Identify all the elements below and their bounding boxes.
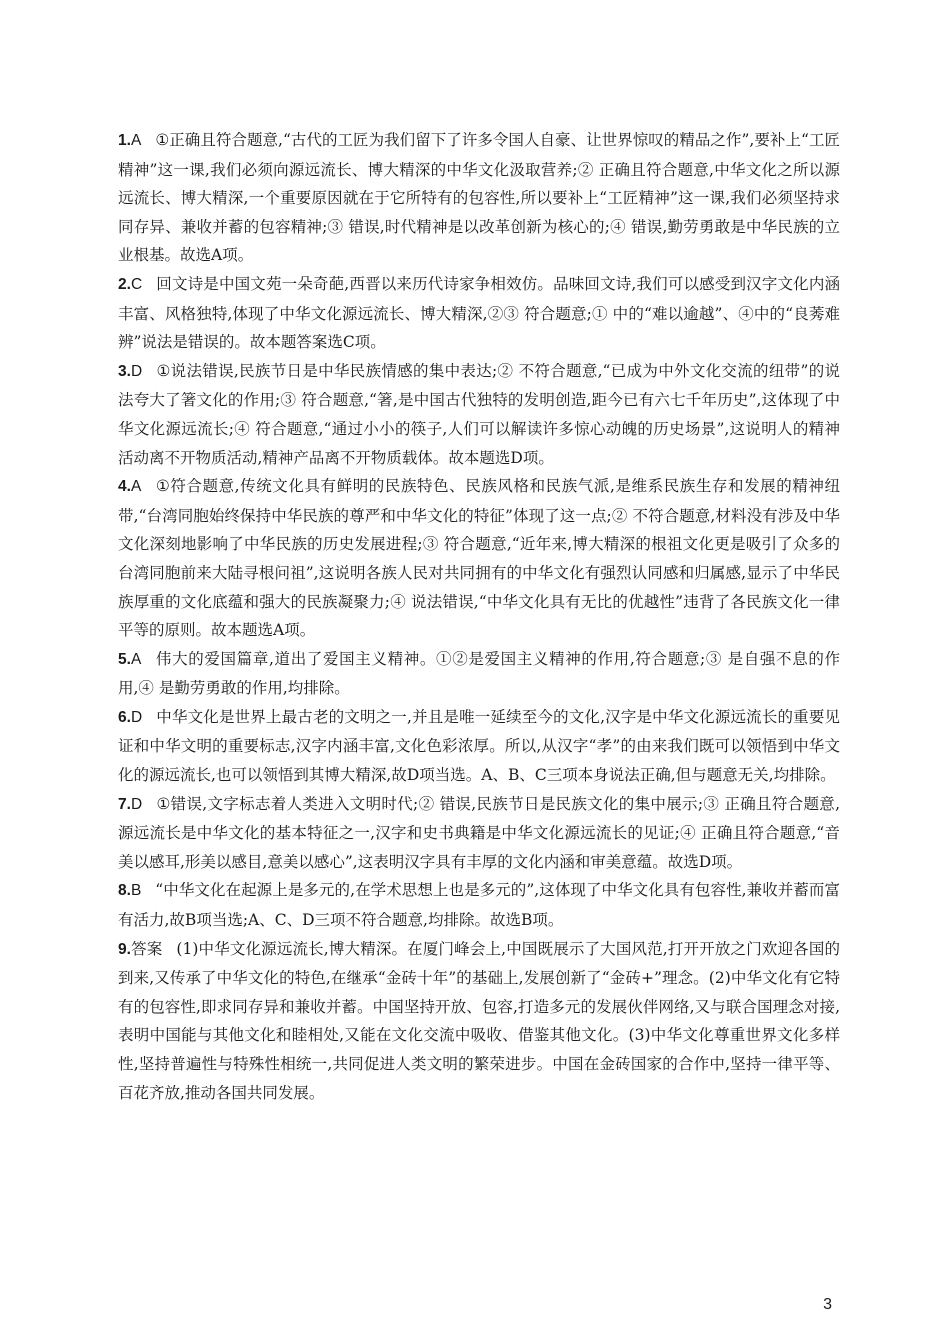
answer-item-4 [118, 472, 840, 645]
answer-key: C [130, 275, 143, 293]
answer-number: 1. [118, 132, 131, 149]
answer-key: D [130, 708, 143, 726]
answer-key: A [130, 132, 142, 149]
answer-key: A [130, 650, 142, 668]
answer-explanation: ①说法错误,民族节日是中华民族情感的集中表达;② 不符合题意,“已成为中外文化交流的纽带”的说法夸大了箸文化的作用;③ 符合题意,“箸,是中国古代独特的发明创造,距今已有六七千年历史”,这体现了中华文化源远流长;④ 符合题意,“通过小小的筷子,人们可以解读许多惊心动魄的历史场景”,这说明人的精神活动离不开物质活动,精神产品离不开物质载体。故本题选D项。 [118, 361, 840, 467]
answer-explanation: (1)中华文化源远流长,博大精深。在厦门峰会上,中国既展示了大国风范,打开开放之门欢迎各国的到来,又传承了中华文化的特色,在继承“金砖十年”的基础上,发展创新了“金砖+”理念。(2)中华文化有它特有的包容性,即求同存异和兼收并蓄。中国坚持开放、包容,打造多元的发展伙伴网络,又与联合国理念对接,表明中国能与其他文化和睦相处,又能在文化交流中吸收、借鉴其他文化。(3)中华文化尊重世界文化多样性,坚持普遍性与特殊性相统一,共同促进人类文明的繁荣进步。中国在金砖国家的合作中,坚持一律平等、百花齐放,推动各国共同发展。 [118, 939, 840, 1102]
answer-item-7 [118, 790, 840, 877]
answer-list [118, 126, 840, 1107]
answer-number: 2. [118, 275, 131, 293]
answer-number: 4. [118, 478, 131, 496]
answer-number: 6. [118, 708, 131, 726]
answer-explanation: ①符合题意,传统文化具有鲜明的民族特色、民族风格和民族气派,是维系民族生存和发展的精神纽带,“台湾同胞始终保持中华民族的尊严和中华文化的特征”体现了这一点;② 不符合题意,材料没有涉及中华文化深刻地影响了中华民族的历史发展进程;③ 符合题意,“近年来,博大精深的根祖文化更是吸引了众多的台湾同胞前来大陆寻根问祖”,这说明各族人民对共同拥有的中华文化有强烈认同感和归属感,显示了中华民族厚重的文化底蕴和强大的民族凝聚力;④ 说法错误,“中华文化具有无比的优越性”违背了各民族文化一律平等的原则。故本题选A项。 [118, 477, 840, 640]
answer-explanation: 回文诗是中国文苑一朵奇葩,西晋以来历代诗家争相效仿。品味回文诗,我们可以感受到汉字文化内涵丰富、风格独特,体现了中华文化源远流长、博大精深,②③ 符合题意;① 中的“难以逾越”、④中的“良莠难辨”说法是错误的。故本题答案选C项。 [118, 274, 840, 352]
answer-item-1 [118, 126, 840, 270]
answer-key: B [130, 882, 142, 900]
answer-explanation: ①错误,文字标志着人类进入文明时代;② 错误,民族节日是民族文化的集中展示;③ 正确且符合题意,源远流长是中华文化的基本特征之一,汉字和史书典籍是中华文化源远流长的见证;④ 正确且符合题意,“音美以感耳,形美以感目,意美以感心”,这表明汉字具有丰厚的文化内涵和审美意蕴。故选D项。 [118, 794, 840, 871]
answer-number: 5. [118, 650, 131, 668]
answer-key: D [130, 795, 143, 813]
answer-key: D [130, 362, 143, 380]
answer-item-9 [118, 935, 840, 1108]
page-number: 3 [823, 1296, 832, 1313]
answer-item-2 [118, 270, 840, 357]
answer-explanation: “中华文化在起源上是多元的,在学术思想上也是多元的”,这体现了中华文化具有包容性,兼收并蓄而富有活力,故B项当选;A、C、D三项不符合题意,均排除。故选B项。 [118, 881, 840, 930]
answer-key: 答案 [130, 940, 163, 958]
answer-item-8 [118, 876, 840, 934]
answer-number: 3. [118, 362, 131, 380]
answer-explanation: 中华文化是世界上最古老的文明之一,并且是唯一延续至今的文化,汉字是中华文化源远流长的重要见证和中华文明的重要标志,汉字内涵丰富,文化色彩浓厚。所以,从汉字“孝”的由来我们既可以领悟到中华文化的源远流长,也可以领悟到其博大精深,故D项当选。A、B、C三项本身说法正确,但与题意无关,均排除。 [118, 707, 840, 785]
answer-key: A [130, 478, 142, 496]
answer-number: 8. [118, 882, 131, 900]
answer-number: 7. [118, 795, 131, 813]
answer-explanation: 伟大的爱国篇章,道出了爱国主义精神。①②是爱国主义精神的作用,符合题意;③ 是自强不息的作用,④ 是勤劳勇敢的作用,均排除。 [118, 649, 840, 698]
answer-explanation: ①正确且符合题意,“古代的工匠为我们留下了许多令国人自豪、让世界惊叹的精品之作”,要补上“工匠精神”这一课,我们必须向源远流长、博大精深的中华文化汲取营养;② 正确且符合题意,中华文化之所以源远流长、博大精深,一个重要原因就在于它所特有的包容性,所以要补上“工匠精神”这一课,我们必须坚持求同存异、兼收并蓄的包容精神;③ 错误,时代精神是以改革创新为核心的;④ 错误,勤劳勇敢是中华民族的立业根基。故选A项。 [118, 131, 840, 265]
answer-item-5 [118, 645, 840, 703]
answer-item-6 [118, 703, 840, 790]
answer-number: 9. [118, 940, 131, 958]
answer-item-3 [118, 357, 840, 472]
